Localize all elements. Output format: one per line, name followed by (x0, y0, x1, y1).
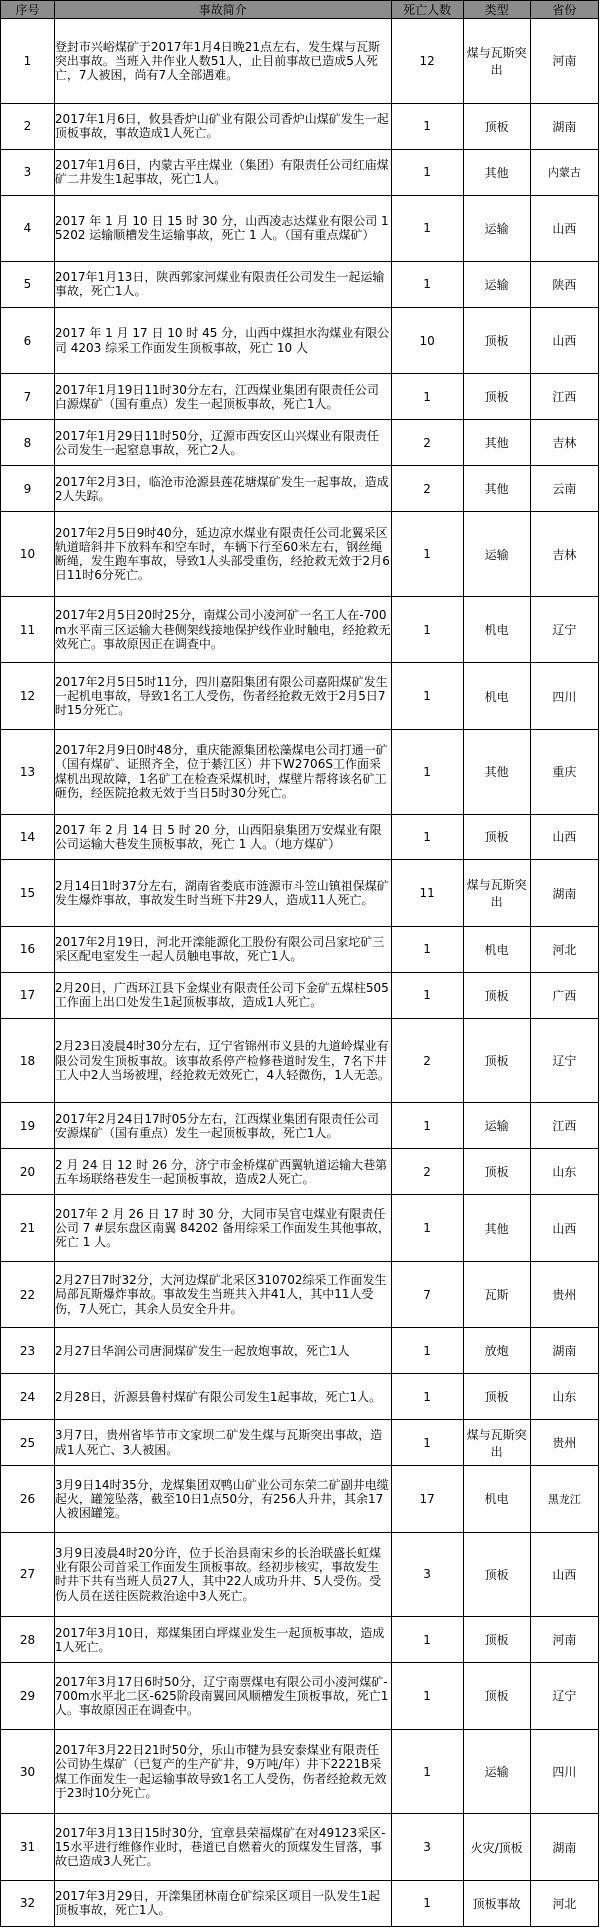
header-summary: 事故简介 (54, 1, 391, 19)
row-province: 湖南 (530, 1814, 598, 1881)
row-deaths: 1 (391, 926, 463, 972)
row-seq: 1 (1, 19, 55, 104)
row-province: 四川 (530, 663, 598, 730)
row-seq: 12 (1, 663, 55, 730)
row-deaths: 17 (391, 1466, 463, 1533)
row-deaths: 1 (391, 1374, 463, 1420)
row-type: 顶板 (463, 972, 530, 1018)
table-row (1, 596, 599, 663)
row-province: 贵州 (530, 1420, 598, 1466)
table-row (1, 1149, 599, 1195)
row-seq: 19 (1, 1103, 55, 1149)
row-summary: 2 月 24 日 12 时 26 分，济宁市金桥煤矿西翼轨道运输大巷第五车场联络巷发生一起顶板事故，造成2人死亡。 (54, 1149, 391, 1195)
row-province: 河北 (530, 926, 598, 972)
row-seq: 20 (1, 1149, 55, 1195)
row-summary: 2017年3月22日21时50分，乐山市犍为县安泰煤业有限责任公司协生煤矿（已复产的生产矿井，9万吨/年）井下2221B采煤工作面发生一起运输事故导致1名工人受伤，伤者经抢救无效于23时10分死亡。 (54, 1729, 391, 1814)
row-summary: 2017年3月10日，郑煤集团白坪煤业发生一起顶板事故，造成1人死亡。 (54, 1617, 391, 1663)
row-type: 煤与瓦斯突出 (463, 860, 530, 927)
table-row (1, 1018, 599, 1103)
table-row (1, 307, 599, 374)
row-type: 顶板 (463, 1617, 530, 1663)
row-province: 湖南 (530, 1328, 598, 1374)
row-province: 陕西 (530, 262, 598, 308)
row-deaths: 7 (391, 1261, 463, 1328)
row-deaths: 1 (391, 512, 463, 597)
row-province: 吉林 (530, 512, 598, 597)
row-summary: 2017年1月19日11时30分左右，江西煤业集团有限责任公司白源煤矿（国有重点）发生一起顶板事故，死亡1人。 (54, 374, 391, 420)
row-province: 河北 (530, 1880, 598, 1926)
row-province: 云南 (530, 466, 598, 512)
row-province: 湖南 (530, 860, 598, 927)
row-type: 煤与瓦斯突出 (463, 1420, 530, 1466)
row-deaths: 12 (391, 19, 463, 104)
row-type: 其他 (463, 466, 530, 512)
row-seq: 28 (1, 1617, 55, 1663)
row-province: 吉林 (530, 420, 598, 466)
row-summary: 2017年1月6日，内蒙古平庄煤业（集团）有限责任公司红庙煤矿二井发生1起事故，死亡1人。 (54, 149, 391, 195)
table-row (1, 972, 599, 1018)
row-deaths: 3 (391, 1532, 463, 1617)
row-deaths: 1 (391, 814, 463, 860)
row-province: 辽宁 (530, 596, 598, 663)
row-seq: 4 (1, 195, 55, 262)
row-type: 顶板 (463, 1374, 530, 1420)
row-type: 机电 (463, 663, 530, 730)
row-province: 黑龙江 (530, 1466, 598, 1533)
row-summary: 2017年3月13日15时30分，宜章县荣福煤矿在对49123采区-15水平进行维修作业时，巷道已自燃着火的顶煤发生冒落，事故已造成3人死亡。 (54, 1814, 391, 1881)
row-type: 机电 (463, 596, 530, 663)
row-summary: 2017年2月9日0时48分，重庆能源集团松藻煤电公司打通一矿（国有煤矿、证照齐全，位于綦江区）井下W2706S工作面采煤机出现故障，1名矿工在检查采煤机时，煤壁片帮将该名矿工砸伤，经医院抢救无效于当日5时30分死亡。 (54, 729, 391, 814)
row-deaths: 1 (391, 1663, 463, 1730)
row-summary: 2017年1月6日，攸县香炉山矿业有限公司香炉山煤矿发生一起顶板事故，事故造成1人死亡。 (54, 103, 391, 149)
row-type: 煤与瓦斯突出 (463, 19, 530, 104)
row-type: 其他 (463, 1195, 530, 1262)
row-summary: 2017年3月17日6时50分，辽宁南票煤电有限公司小凌河煤矿-700m水平北二区-625阶段南翼回风顺槽发生顶板事故，死亡1人。事故原因正在调查中。 (54, 1663, 391, 1730)
row-province: 山东 (530, 1374, 598, 1420)
row-province: 山西 (530, 814, 598, 860)
row-type: 顶板 (463, 307, 530, 374)
row-seq: 15 (1, 860, 55, 927)
row-summary: 2017年2月3日，临沧市沧源县莲花塘煤矿发生一起事故，造成2人失踪。 (54, 466, 391, 512)
row-seq: 8 (1, 420, 55, 466)
row-type: 机电 (463, 1466, 530, 1533)
row-deaths: 1 (391, 103, 463, 149)
row-summary: 3月9日凌晨4时20分许，位于长治县南宋乡的长治联盛长虹煤业有限公司首采工作面发生顶板事故。经初步核实，事故发生时井下共有当班人员27人，其中22人成功升井、5人受伤。受伤人员在送往医院救治途中3人死亡。 (54, 1532, 391, 1617)
row-type: 顶板 (463, 1018, 530, 1103)
table-row (1, 420, 599, 466)
row-deaths: 2 (391, 420, 463, 466)
row-deaths: 1 (391, 972, 463, 1018)
table-row (1, 814, 599, 860)
header-province: 省份 (530, 1, 598, 19)
row-seq: 29 (1, 1663, 55, 1730)
row-type: 顶板 (463, 814, 530, 860)
row-seq: 23 (1, 1328, 55, 1374)
row-seq: 6 (1, 307, 55, 374)
row-deaths: 1 (391, 1420, 463, 1466)
table-row (1, 103, 599, 149)
row-summary: 2017年2月19日，河北开滦能源化工股份有限公司吕家坨矿三采区配电室发生一起人员触电事故，死亡1人。 (54, 926, 391, 972)
row-summary: 2月27日华润公司唐洞煤矿发生一起放炮事故，死亡1人 (54, 1328, 391, 1374)
row-summary: 2月14日1时37分左右，湖南省娄底市涟源市斗笠山镇祖保煤矿发生爆炸事故，事故发生时当班下井29人，造成11人死亡。 (54, 860, 391, 927)
row-deaths: 1 (391, 1729, 463, 1814)
row-seq: 18 (1, 1018, 55, 1103)
row-province: 江西 (530, 1103, 598, 1149)
row-seq: 13 (1, 729, 55, 814)
row-deaths: 1 (391, 149, 463, 195)
row-province: 山西 (530, 307, 598, 374)
row-seq: 2 (1, 103, 55, 149)
row-province: 重庆 (530, 729, 598, 814)
row-summary: 2月28日，沂源县鲁村煤矿有限公司发生1起事故，死亡1人。 (54, 1374, 391, 1420)
row-summary: 2月23日凌晨4时30分左右，辽宁省锦州市义县的九道岭煤业有限公司发生顶板事故。该事故系停产检修巷道时发生，7名下井工人中2人当场被埋，经抢救无效死亡，4人轻微伤，1人无恙。 (54, 1018, 391, 1103)
row-summary: 2017 年 2 月 14 日 5 时 20 分，山西阳泉集团万安煤业有限公司运输大巷发生顶板事故，死亡 1 人。（地方煤矿） (54, 814, 391, 860)
table-row (1, 860, 599, 927)
row-deaths: 1 (391, 1617, 463, 1663)
row-seq: 9 (1, 466, 55, 512)
row-deaths: 2 (391, 466, 463, 512)
row-type: 顶板 (463, 1149, 530, 1195)
row-province: 河南 (530, 1617, 598, 1663)
row-province: 山西 (530, 1532, 598, 1617)
row-deaths: 3 (391, 1814, 463, 1881)
table-row (1, 663, 599, 730)
row-deaths: 1 (391, 729, 463, 814)
row-summary: 3月7日，贵州省毕节市文家坝二矿发生煤与瓦斯突出事故，造成1人死亡、3人被困。 (54, 1420, 391, 1466)
row-type: 运输 (463, 1729, 530, 1814)
row-type: 瓦斯 (463, 1261, 530, 1328)
row-deaths: 1 (391, 1103, 463, 1149)
row-summary: 2017年1月29日11时50分，辽源市西安区山兴煤业有限责任公司发生一起窒息事故，死亡2人。 (54, 420, 391, 466)
row-type: 顶板 (463, 1532, 530, 1617)
row-seq: 16 (1, 926, 55, 972)
header-deaths: 死亡人数 (391, 1, 463, 19)
row-deaths: 10 (391, 307, 463, 374)
row-type: 运输 (463, 195, 530, 262)
row-seq: 7 (1, 374, 55, 420)
row-deaths: 11 (391, 860, 463, 927)
row-province: 山西 (530, 1195, 598, 1262)
row-summary: 2017年2月5日20时25分，南煤公司小凌河矿一名工人在-700m水平南三区运输大巷侧架线接地保护线作业时触电，经抢救无效死亡。事故原因正在调查中。 (54, 596, 391, 663)
table-row (1, 512, 599, 597)
row-summary: 2017 年 1 月 10 日 15 时 30 分，山西凌志达煤业有限公司 15202 运输顺槽发生运输事故，死亡 1 人。（国有重点煤矿） (54, 195, 391, 262)
table-row (1, 1261, 599, 1328)
row-summary: 登封市兴峪煤矿于2017年1月4日晚21点左右，发生煤与瓦斯突出事故。当班入井作业人数51人，止目前事故已造成5人死亡，7人被困，尚有7人全部遇难。 (54, 19, 391, 104)
table-row (1, 1729, 599, 1814)
row-seq: 10 (1, 512, 55, 597)
row-seq: 24 (1, 1374, 55, 1420)
row-seq: 26 (1, 1466, 55, 1533)
row-type: 放炮 (463, 1328, 530, 1374)
row-seq: 32 (1, 1880, 55, 1926)
table-row (1, 1195, 599, 1262)
row-type: 其他 (463, 729, 530, 814)
row-seq: 25 (1, 1420, 55, 1466)
row-province: 山西 (530, 195, 598, 262)
row-deaths: 1 (391, 596, 463, 663)
header-type: 类型 (463, 1, 530, 19)
row-type: 其他 (463, 420, 530, 466)
row-province: 江西 (530, 374, 598, 420)
row-province: 山东 (530, 1149, 598, 1195)
table-row (1, 466, 599, 512)
table-row (1, 19, 599, 104)
header-seq: 序号 (1, 1, 55, 19)
row-province: 湖南 (530, 103, 598, 149)
table-row (1, 1617, 599, 1663)
row-province: 四川 (530, 1729, 598, 1814)
row-province: 贵州 (530, 1261, 598, 1328)
row-province: 辽宁 (530, 1663, 598, 1730)
row-summary: 3月9日14时35分，龙煤集团双鸭山矿业公司东荣二矿副井电缆起火，罐笼坠落，截至10日1点50分，有256人升井，其余17人被困罐笼。 (54, 1466, 391, 1533)
table-row (1, 926, 599, 972)
row-summary: 2017年2月5日9时40分，延边凉水煤业有限责任公司北翼采区轨道暗斜井下放料车和空车时，车辆下行至60米左右，钢丝绳断绳，发生跑车事故，导致1人头部受重伤，经抢救无效于2月6日11时6分死亡。 (54, 512, 391, 597)
row-deaths: 2 (391, 1018, 463, 1103)
table-row (1, 149, 599, 195)
table-row (1, 1103, 599, 1149)
table-row (1, 195, 599, 262)
table-row (1, 1374, 599, 1420)
table-row (1, 262, 599, 308)
row-type: 运输 (463, 262, 530, 308)
row-deaths: 1 (391, 195, 463, 262)
row-summary: 2月27日7时32分，大河边煤矿北采区310702综采工作面发生局部瓦斯爆炸事故。事故发生当班共入井41人，其中11人受伤，7人死亡，其余人员安全升井。 (54, 1261, 391, 1328)
row-type: 顶板 (463, 1663, 530, 1730)
row-type: 运输 (463, 1103, 530, 1149)
row-summary: 2017年2月5日5时11分，四川嘉阳集团有限公司嘉阳煤矿发生一起机电事故，导致1名工人受伤，伤者经抢救无效于2月5日7时15分死亡。 (54, 663, 391, 730)
row-deaths: 1 (391, 1328, 463, 1374)
table-row (1, 1328, 599, 1374)
table-row (1, 1466, 599, 1533)
row-deaths: 1 (391, 374, 463, 420)
row-summary: 2017年2月24日17时05分左右，江西煤业集团有限责任公司安源煤矿（国有重点）发生一起顶板事故，死亡1人。 (54, 1103, 391, 1149)
row-seq: 21 (1, 1195, 55, 1262)
row-summary: 2017 年 1 月 17 日 10 时 45 分，山西中煤担水沟煤业有限公司 4203 综采工作面发生顶板事故，死亡 10 人 (54, 307, 391, 374)
row-deaths: 2 (391, 1149, 463, 1195)
row-deaths: 1 (391, 262, 463, 308)
row-seq: 22 (1, 1261, 55, 1328)
row-seq: 27 (1, 1532, 55, 1617)
row-seq: 11 (1, 596, 55, 663)
row-seq: 5 (1, 262, 55, 308)
table-row (1, 1814, 599, 1881)
row-seq: 14 (1, 814, 55, 860)
row-seq: 31 (1, 1814, 55, 1881)
row-deaths: 1 (391, 663, 463, 730)
row-province: 广西 (530, 972, 598, 1018)
row-summary: 2017年 2 月 26 日 17 时 30 分，大同市吴官屯煤业有限责任公司 7 #层东盘区南翼 84202 备用综采工作面发生其他事故，死亡 1 人。 (54, 1195, 391, 1262)
table-row (1, 729, 599, 814)
row-type: 顶板 (463, 374, 530, 420)
row-seq: 17 (1, 972, 55, 1018)
row-deaths: 1 (391, 1195, 463, 1262)
row-seq: 30 (1, 1729, 55, 1814)
row-type: 火灾/顶板 (463, 1814, 530, 1881)
row-type: 机电 (463, 926, 530, 972)
table-row (1, 1532, 599, 1617)
row-seq: 3 (1, 149, 55, 195)
row-type: 其他 (463, 149, 530, 195)
row-type: 顶板 (463, 103, 530, 149)
row-province: 辽宁 (530, 1018, 598, 1103)
row-summary: 2017年1月13日，陕西郭家河煤业有限责任公司发生一起运输事故，死亡1人。 (54, 262, 391, 308)
row-province: 河南 (530, 19, 598, 104)
table-row (1, 1880, 599, 1926)
row-summary: 2017年3月29日，开滦集团林南仓矿综采区项目一队发生1起顶板事故，死亡1人。 (54, 1880, 391, 1926)
row-summary: 2月20日，广西环江县下金煤业有限责任公司下金矿五煤柱505工作面上出口处发生1起顶板事故，造成1人死亡。 (54, 972, 391, 1018)
table-row (1, 1663, 599, 1730)
row-province: 内蒙古 (530, 149, 598, 195)
table-row (1, 374, 599, 420)
row-type: 顶板事故 (463, 1880, 530, 1926)
row-type: 运输 (463, 512, 530, 597)
row-deaths: 1 (391, 1880, 463, 1926)
table-row (1, 1420, 599, 1466)
table-header-row (1, 1, 599, 19)
